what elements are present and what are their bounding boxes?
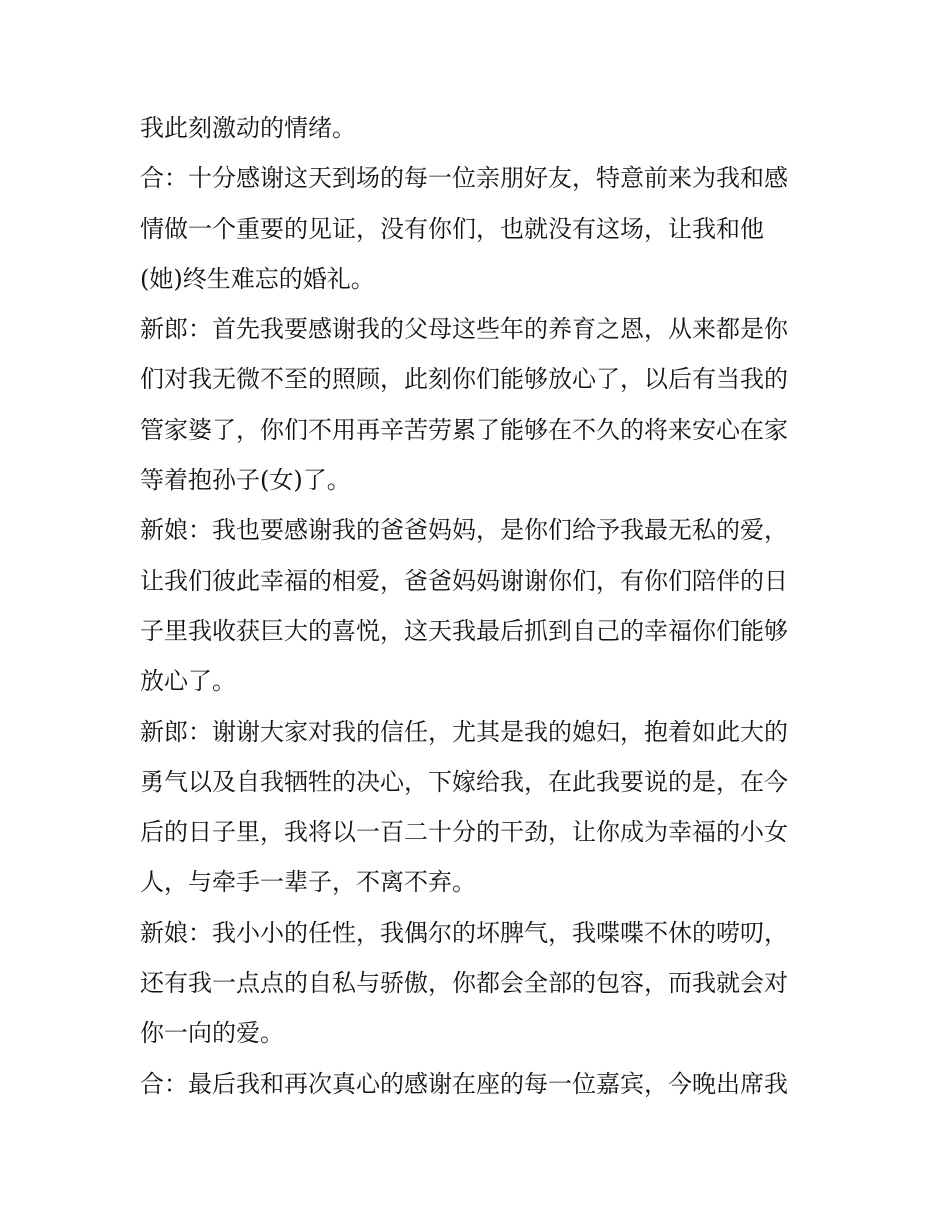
text-line: 让我们彼此幸福的相爱，爸爸妈妈谢谢你们，有你们陪伴的日 — [140, 566, 788, 595]
text-line: 合：十分感谢这天到场的每一位亲朋好友，特意前来为我和感 — [140, 164, 788, 193]
text-line: 我此刻激动的情绪。 — [140, 114, 356, 142]
text-line: 你一向的爱。 — [140, 1019, 284, 1048]
text-line: (她)终生难忘的婚礼。 — [140, 264, 375, 293]
text-line: 新娘：我也要感谢我的爸爸妈妈，是你们给予我最无私的爱， — [140, 516, 788, 545]
text-line: 新郎：谢谢大家对我的信任，尤其是我的媳妇，抱着如此大的 — [140, 717, 788, 746]
text-line: 子里我收获巨大的喜悦，这天我最后抓到自己的幸福你们能够 — [140, 616, 788, 645]
text-line: 还有我一点点的自私与骄傲，你都会全部的包容，而我就会对 — [140, 969, 788, 998]
text-line: 新娘：我小小的任性，我偶尔的坏脾气，我喋喋不休的唠叨， — [140, 918, 788, 947]
text-line: 勇气以及自我牺牲的决心，下嫁给我，在此我要说的是，在今 — [140, 767, 788, 796]
text-line: 合：最后我和再次真心的感谢在座的每一位嘉宾，今晚出席我 — [140, 1069, 788, 1098]
document-body-text — [140, 103, 820, 1109]
text-line: 们对我无微不至的照顾，此刻你们能够放心了，以后有当我的 — [140, 365, 788, 394]
text-line: 情做一个重要的见证，没有你们，也就没有这场，让我和他 — [140, 214, 764, 243]
text-line: 等着抱孙子(女)了。 — [140, 466, 351, 495]
text-line: 后的日子里，我将以一百二十分的干劲，让你成为幸福的小女 — [140, 818, 788, 847]
text-line: 人，与牵手一辈子，不离不弃。 — [140, 868, 476, 897]
text-line: 管家婆了，你们不用再辛苦劳累了能够在不久的将来安心在家 — [140, 415, 788, 444]
text-line: 放心了。 — [140, 667, 236, 696]
text-line: 新郎：首先我要感谢我的父母这些年的养育之恩，从来都是你 — [140, 315, 788, 344]
